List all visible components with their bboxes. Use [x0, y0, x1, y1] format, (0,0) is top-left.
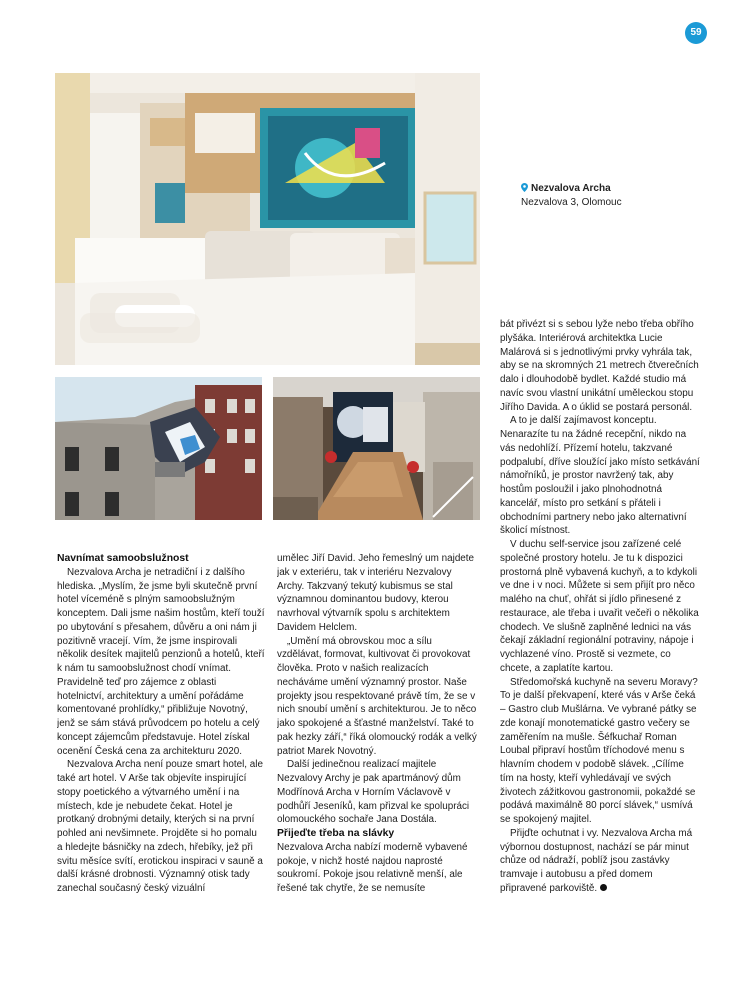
caption-name-text: Nezvalova Archa — [531, 183, 611, 194]
caption-name — [521, 182, 622, 196]
paragraph: Nezvalova Archa není pouze smart hotel, ale také art hotel. V Arše tak objevíte inspirující stopy poetického a výtvarného umění i na místech, kde je nebudete čekat. Hotel je protkaný drobnými detaily, kterých si na první pohled ani nevšimnete. Projděte si ho pomalu a hledejte básničky na zdech, hřebíky, jež při svitu měsíce svítí, erotickou inspiraci v sauně a další krásné drobnosti. Významný otisk tady zanechal současný český vizuální — [57, 759, 263, 894]
paragraph: umělec Jiří David. Jeho řemeslný um najdete jak v exteriéru, tak v interiéru Nezvalovy Archy. Takzvaný tekutý kubismus se stal významnou dominantou budovy, kterou navrhoval výtvarník spolu s architektem Davidem Helclem. — [277, 553, 475, 633]
paragraph: Přijďte ochutnat i vy. Nezvalova Archa má výbornou dostupnost, nachází se pár minut chůze od nádraží, poblíž jsou zastávky tramvaje i autobusu a před domem připravené parkoviště. — [500, 827, 693, 894]
location-caption — [521, 182, 622, 210]
paragraph: Středomořská kuchyně na severu Moravy? To je další překvapení, které vás v Arše čeká – Gastro club Mušlárna. Ve vybrané pátky se zde konají monotematické gastro večery se zaměřením na mušle. Šéfkuchař Roman Loubal připraví hostům tříchodové menu s hlavním chodem v podobě slávek. „Cílíme tím na hosty, kteří vyhledávají ve svých životech zážitkovou gastronomii, pokaždé se podává maximálně 80 porcí slávek,“ usmívá se spokojený majitel. — [500, 676, 698, 825]
pin-icon — [521, 183, 528, 192]
article-column-1 — [57, 552, 265, 942]
article-column-2 — [277, 552, 477, 942]
caption-address: Nezvalova 3, Olomouc — [521, 197, 622, 208]
article-column-3 — [500, 318, 700, 942]
page-number: 59 — [685, 22, 707, 44]
hotel-exterior-photo — [55, 377, 262, 520]
paragraph: A to je další zajímavost konceptu. Nenarazíte tu na žádné recepční, nikdo na vás nedohlíží. Přízemí hotelu, takzvané podpalubí, dříve sloužící jako místo setkávání námořníků, je prostor navržený tak, aby hostům posloužil i jako plnohodnotná kancelář, místo pro setkání s přáteli i obchodními partnery nebo jako alternativní školicí místnost. — [500, 415, 700, 537]
section-heading: Navnímat samoobslužnost — [57, 553, 189, 564]
paragraph: bát přivézt si s sebou lyže nebo třeba obřího plyšáka. Interiérová architektka Lucie Malárová si s jednotlivými prvky vyhrála tak, aby se na skromných 21 metrech čtverečních dalo i dlouhodobě bydlet. Každé studio má navíc svou vlastní unikátní uměleckou stopu Jiřího Davida. A o úklid se postará personál. — [500, 319, 699, 413]
hotel-lobby-photo — [273, 377, 480, 520]
paragraph: Další jedinečnou realizací majitele Nezvalovy Archy je pak apartmánový dům Modřínová Archa v Horním Václavově v podhůří Jeseníků, kam přizval ke spolupráci olomouckého sochaře Jana Dostála. — [277, 759, 470, 826]
paragraph: V duchu self-service jsou zařízené celé společné prostory hotelu. Je tu k dispozici prostorná plně vybavená kuchyň, a to kdykoli ve dne i v noci. Můžete si sem přijít pro něco malého na chuť, ohřát si jídlo přinesené z restaurace, ale třeba i uvařit večeři o několika chodech. Ve slušně zaplněné lednici na vás čekají základní regionální potraviny, nápoje i vychlazené víno. Prostě si vezmete, co chcete, a zaplatíte kartou. — [500, 539, 699, 674]
hotel-room-photo — [55, 73, 480, 365]
paragraph: Nezvalova Archa nabízí moderně vybavené pokoje, v nichž hosté najdou naprosté soukromí. Pokoje jsou relativně menší, ale řešené tak chytře, že se nemusíte — [277, 841, 468, 894]
paragraph: Nezvalova Archa je netradiční i z dalšího hlediska. „Myslím, že jsme byli skutečně první hotel víceméně s plným samoobslužným konceptem. Dali jsme našim hostům, kteří touží po ubytování s přesahem, důvěru a oni nám ji pozitivně vracejí. Vím, že jsme inspirovali několik desítek majitelů penzionů a hotelů, kteří k nám tu samoobslužnost chodí vnímat. Pravidelně teď pro zájemce z oblasti hotelnictví, architektury a umění pořádáme komentované prohlídky,“ přibližuje Novotný, jenž se sám stává průvodcem po hotelu a celý koncept zájemcům představuje. Hotel získal ocenění Česká cena za architekturu 2020. — [57, 566, 265, 757]
end-mark-icon — [600, 884, 607, 891]
paragraph: „Umění má obrovskou moc a sílu vzdělávat, formovat, kultivovat či provokovat člověka. Proto v našich realizacích necháváme umění významný prostor. Naše projekty jsou respektované právě tím, že se v nich snoubí umění s architekturou. Je to něco jako spokojené a šťastné manželství. Také to pak hezky září,“ říká olomoucký rodák a velký patriot Marek Novotný. — [277, 635, 477, 757]
section-heading: Přijeďte třeba na slávky — [277, 828, 395, 839]
